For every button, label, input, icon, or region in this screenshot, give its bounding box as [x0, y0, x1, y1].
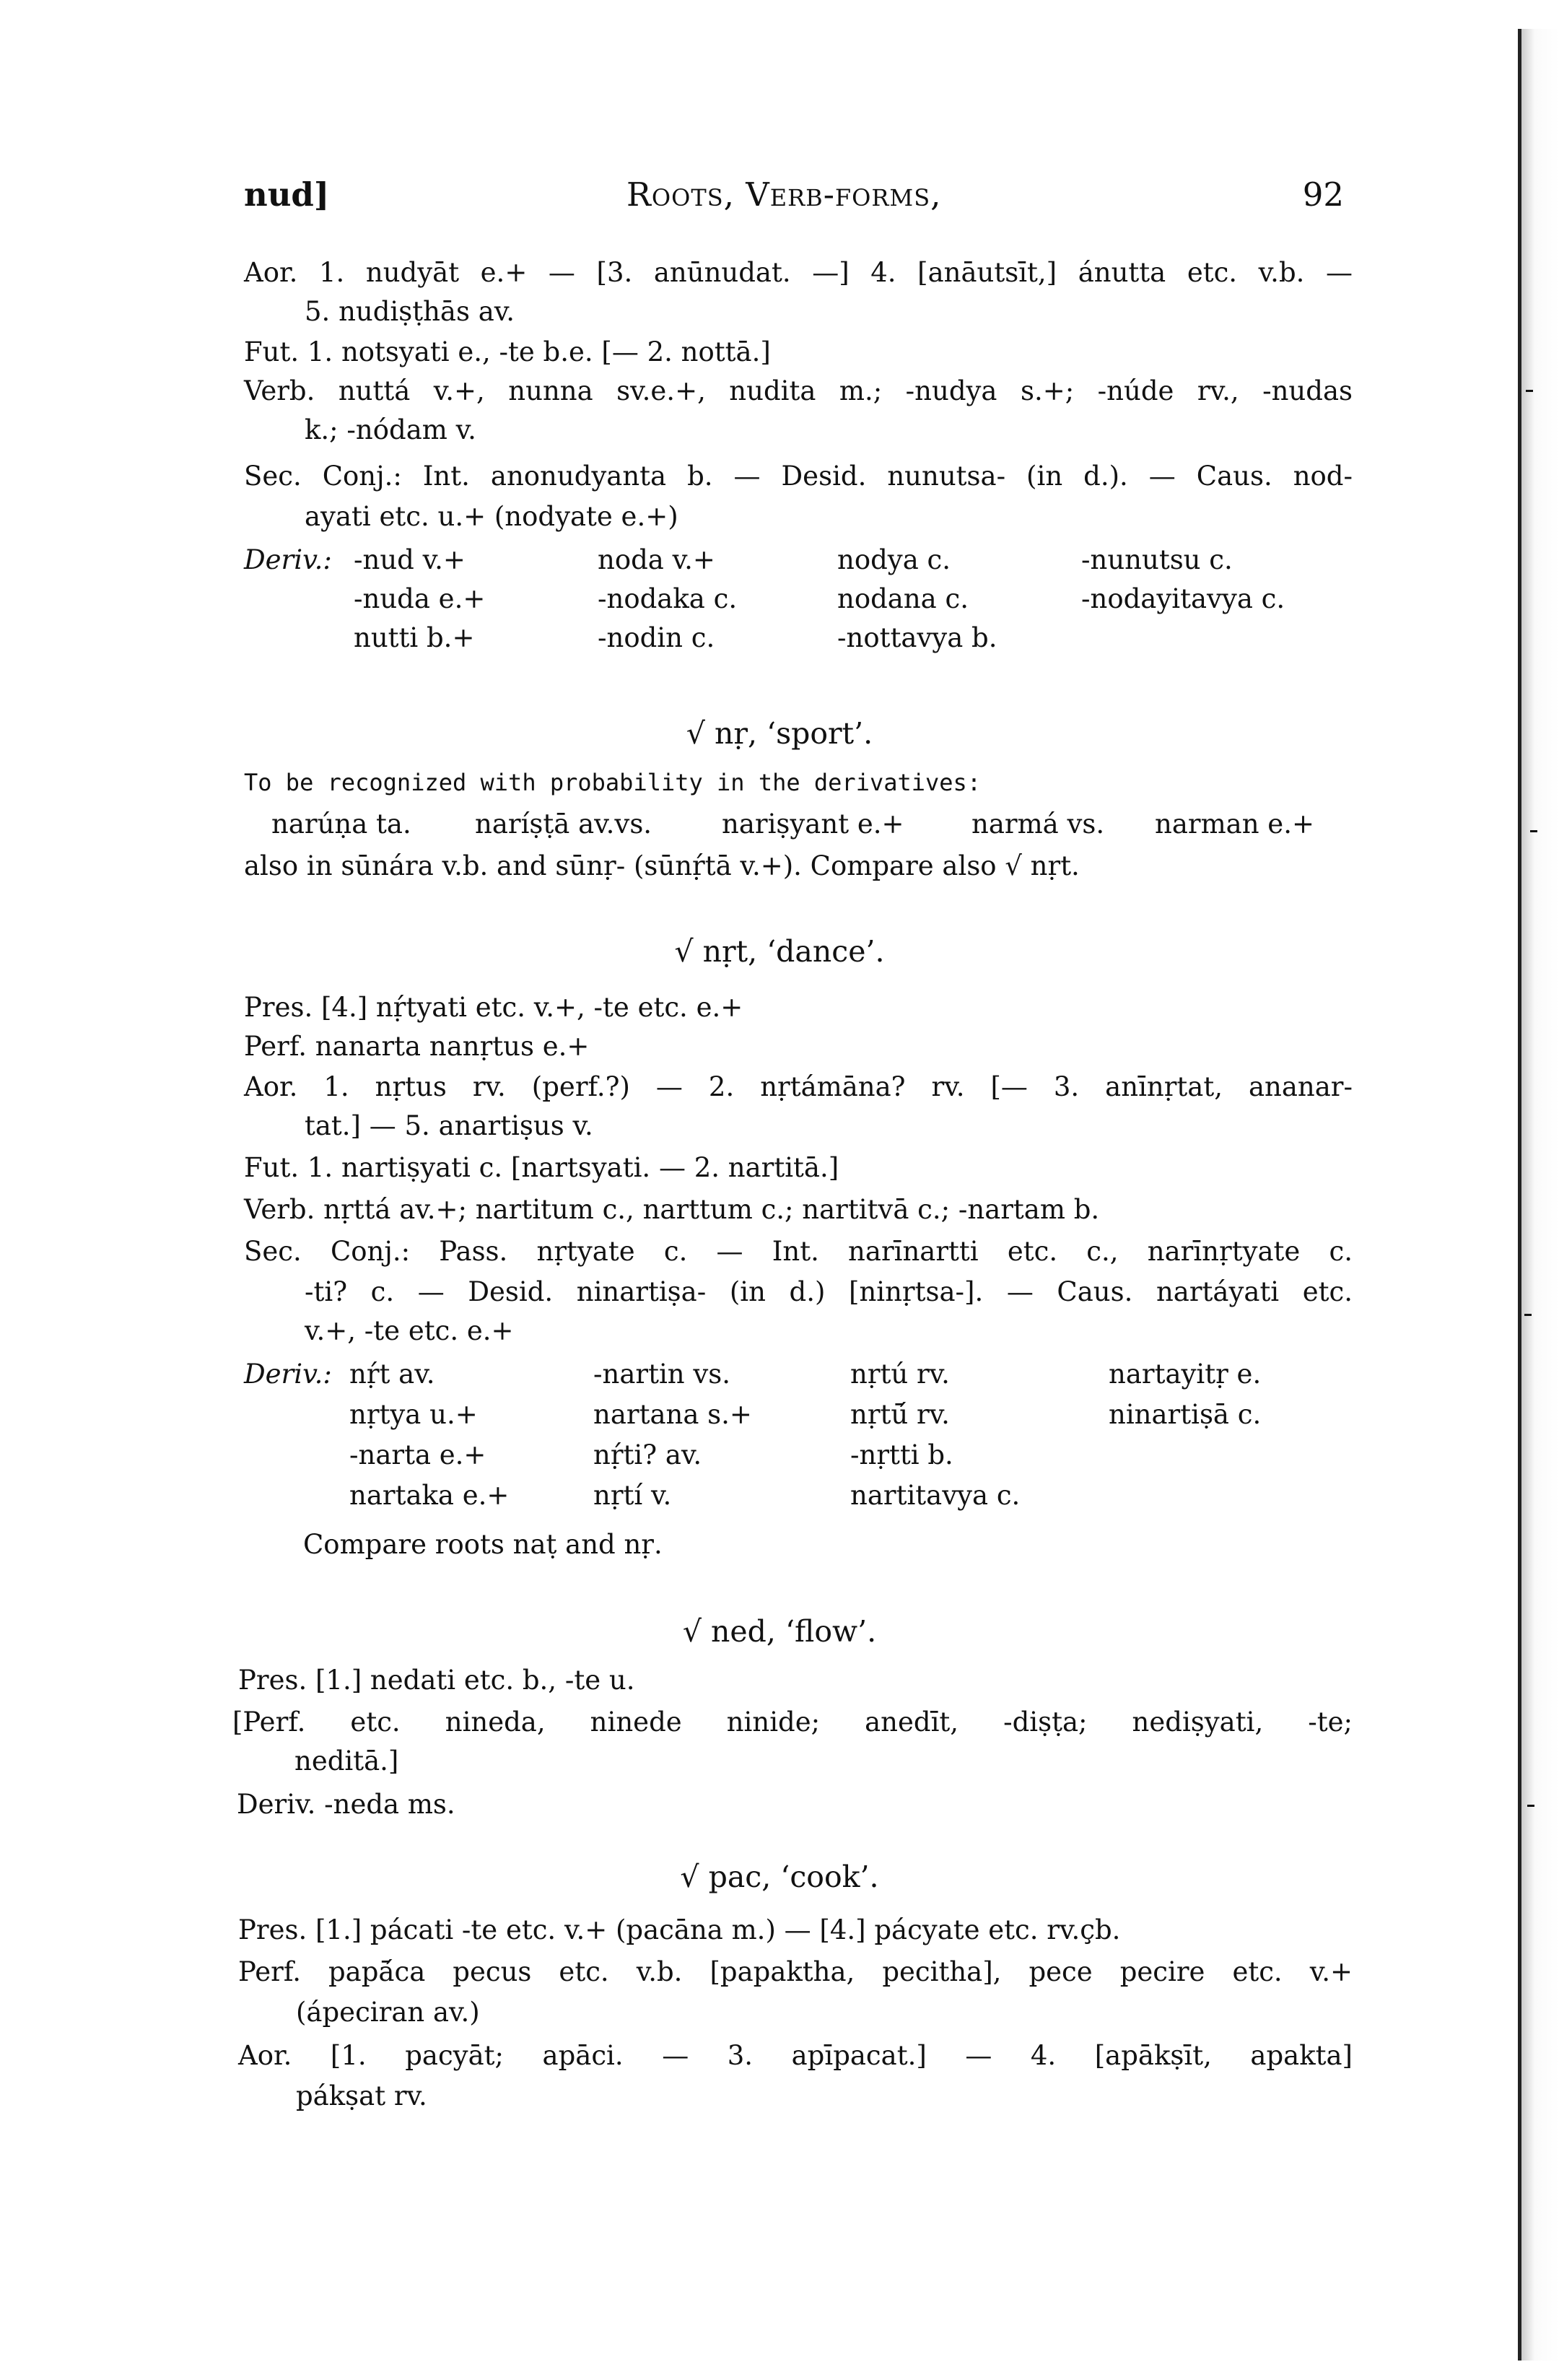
section-title-nr: √ nṛ, ‘sport’. — [686, 716, 873, 751]
deriv-cell: nodana c. — [837, 583, 969, 614]
running-header — [244, 175, 1344, 219]
nud-verb-line: k.; -nódam v. — [305, 414, 476, 445]
nr-word: nariṣyant e.+ — [722, 808, 904, 840]
nrt-sec-line: v.+, -te etc. e.+ — [305, 1315, 514, 1346]
header-word: nud] — [244, 175, 330, 214]
nrt-compare: Compare roots naṭ and nṛ. — [303, 1529, 663, 1560]
pac-aor-line: Aor. [1. pacyāt; apāci. — 3. apīpacat.] — 4. [apākṣīt, apakta] — [238, 2040, 1353, 2071]
header-title: Roots, Verb-forms, — [626, 175, 942, 214]
deriv-label: Deriv.: — [244, 544, 332, 575]
deriv-cell: -nodin c. — [598, 622, 715, 653]
edge-mark — [1524, 1314, 1532, 1316]
deriv-cell: nartitavya c. — [850, 1480, 1021, 1511]
deriv-cell: -nud v.+ — [354, 544, 466, 575]
deriv-cell: -nuda e.+ — [354, 583, 486, 614]
deriv-cell: nṛtú rv. — [850, 1359, 950, 1390]
nrt-fut: Fut. 1. nartiṣyati c. [nartsyati. — 2. nartitā.] — [244, 1152, 839, 1183]
ned-perf-line: [Perf. etc. nineda, ninede ninide; anedīt, -diṣṭa; nediṣyati, -te; — [232, 1706, 1353, 1738]
deriv-cell: ninartiṣā c. — [1109, 1399, 1262, 1430]
nrt-pres: Pres. [4.] nṛ́tyati etc. v.+, -te etc. e.+ — [244, 992, 743, 1023]
ned-deriv: Deriv. -neda ms. — [237, 1789, 455, 1820]
nud-fut-line: Fut. 1. notsyati e., -te b.e. [— 2. nottā.] — [244, 336, 771, 367]
nud-verb-line: Verb. nuttá v.+, nunna sv.e.+, nudita m.; -nudya s.+; -núde rv., -nudas — [244, 375, 1353, 406]
deriv-cell: nṛ́t av. — [349, 1359, 435, 1390]
nud-sec-line: ayati etc. u.+ (nodyate e.+) — [305, 501, 678, 532]
nr-also: also in sūnára v.b. and sūnṛ- (sūnṛ́tā v.+). Compare also √ nṛt. — [244, 850, 1080, 881]
nr-intro: To be recognized with probability in the derivatives: — [244, 769, 982, 796]
ned-perf-line: neditā.] — [294, 1745, 399, 1777]
deriv-label: Deriv.: — [244, 1359, 332, 1390]
section-title-pac: √ pac, ‘cook’. — [680, 1860, 879, 1894]
deriv-cell: nṛ́ti? av. — [593, 1439, 702, 1470]
nrt-perf: Perf. nanarta nanṛtus e.+ — [244, 1031, 590, 1062]
pac-pres: Pres. [1.] pácati -te etc. v.+ (pacāna m.) — [4.] pácyate etc. rv.çb. — [238, 1914, 1121, 1945]
deriv-cell: nṛtū́ rv. — [850, 1399, 950, 1430]
deriv-cell: nṛtya u.+ — [349, 1399, 478, 1430]
nrt-aor-line: Aor. 1. nṛtus rv. (perf.?) — 2. nṛtámāna? rv. [— 3. anīnṛtat, ananar- — [244, 1071, 1353, 1102]
deriv-cell: nartayitṛ e. — [1109, 1359, 1262, 1390]
pac-perf-line: (ápeciran av.) — [296, 1997, 480, 2028]
nr-word: narmá vs. — [971, 808, 1105, 840]
deriv-cell: -nottavya b. — [837, 622, 997, 653]
edge-mark — [1526, 390, 1533, 392]
nud-aor-line: 5. nudiṣṭhās av. — [305, 296, 515, 327]
nr-word: narúṇa ta. — [271, 808, 411, 840]
deriv-cell: noda v.+ — [598, 544, 715, 575]
deriv-cell: nartana s.+ — [593, 1399, 752, 1430]
section-title-ned: √ ned, ‘flow’. — [682, 1614, 877, 1649]
page-number: 92 — [1302, 175, 1344, 214]
nrt-sec-line: -ti? c. — Desid. ninartiṣa- (in d.) [ninṛtsa-]. — Caus. nartáyati etc. — [305, 1276, 1353, 1307]
book-edge — [1518, 29, 1559, 2361]
deriv-cell: -narta e.+ — [349, 1439, 486, 1470]
deriv-cell: -nṛtti b. — [850, 1439, 953, 1470]
deriv-cell: -nodayitavya c. — [1081, 583, 1285, 614]
deriv-cell: -nodaka c. — [598, 583, 738, 614]
nrt-verb: Verb. nṛttá av.+; nartitum c., narttum c.; nartitvā c.; -nartam b. — [244, 1194, 1100, 1225]
nrt-sec-line: Sec. Conj.: Pass. nṛtyate c. — Int. narīnartti etc. c., narīnṛtyate c. — [244, 1236, 1353, 1267]
section-title-nrt: √ nṛt, ‘dance’. — [674, 934, 885, 969]
deriv-cell: -nunutsu c. — [1081, 544, 1233, 575]
edge-mark — [1527, 1805, 1534, 1807]
deriv-cell: nṛtí v. — [593, 1480, 672, 1511]
deriv-cell: nodya c. — [837, 544, 951, 575]
nrt-aor-line: tat.] — 5. anartiṣus v. — [305, 1110, 593, 1141]
nr-word: narman e.+ — [1155, 808, 1314, 840]
nr-word: naríṣṭā av.vs. — [475, 808, 652, 840]
deriv-cell: nutti b.+ — [354, 622, 475, 653]
nud-aor-line: Aor. 1. nudyāt e.+ — [3. anūnudat. —] 4. [anāutsīt,] ánutta etc. v.b. — — [244, 257, 1353, 288]
nud-sec-line: Sec. Conj.: Int. anonudyanta b. — Desid. nunutsa- (in d.). — Caus. nod- — [244, 461, 1353, 492]
ned-pres: Pres. [1.] nedati etc. b., -te u. — [238, 1665, 635, 1696]
pac-perf-line: Perf. papā́ca pecus etc. v.b. [papaktha, pecitha], pece pecire etc. v.+ — [238, 1956, 1353, 1987]
pac-aor-line: pákṣat rv. — [296, 2080, 427, 2111]
deriv-cell: -nartin vs. — [593, 1359, 731, 1390]
deriv-cell: nartaka e.+ — [349, 1480, 510, 1511]
edge-mark — [1530, 830, 1537, 832]
